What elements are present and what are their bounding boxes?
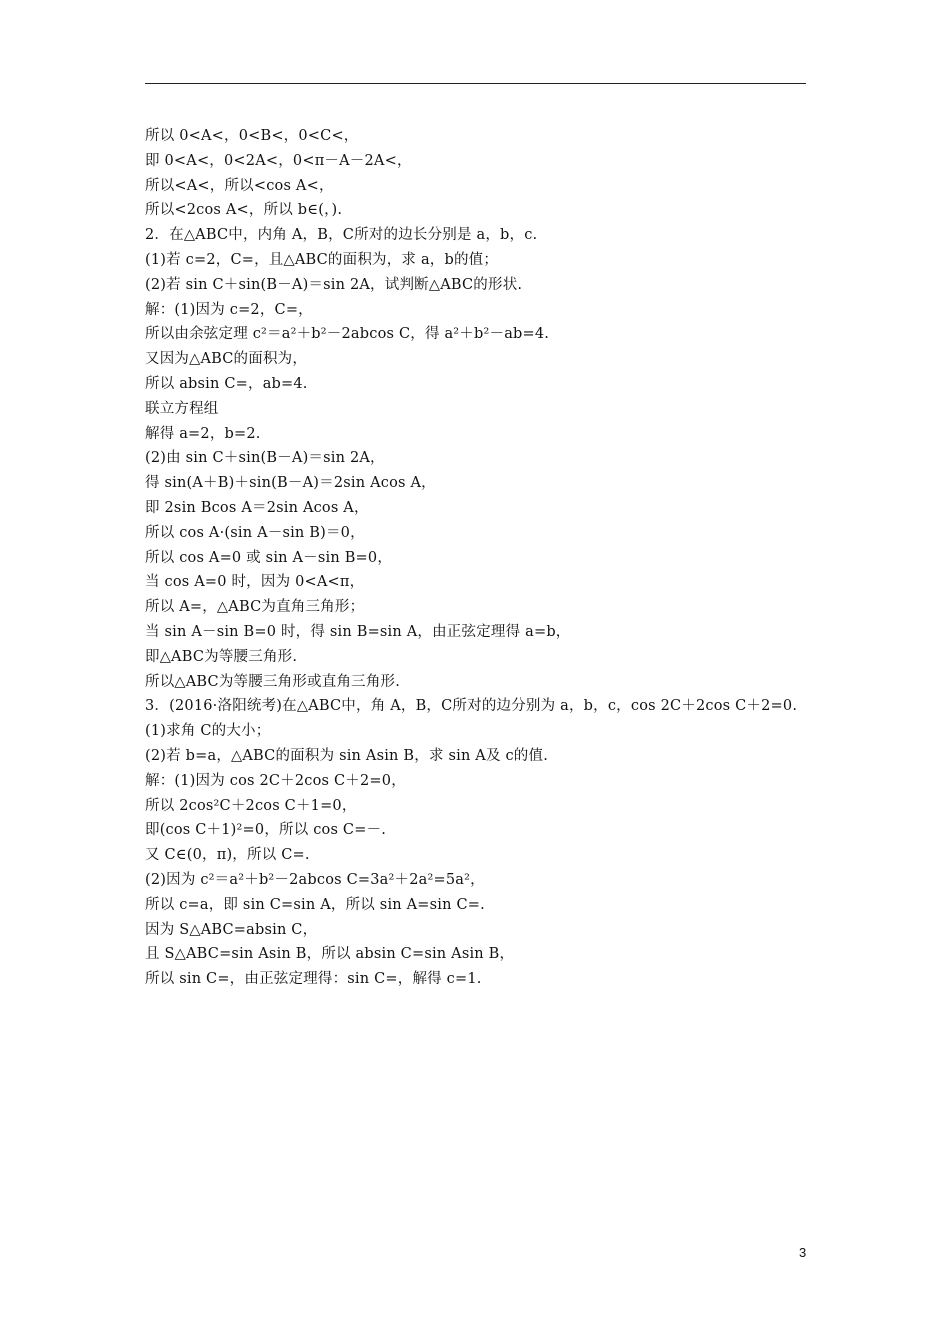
text-line: (2)若 b=a，△ABC的面积为 sin Asin B，求 sin A及 c的值. xyxy=(145,747,548,764)
header-rule xyxy=(145,83,806,84)
text-line: 所以 sin C=，由正弦定理得：sin C=，解得 c=1. xyxy=(145,971,482,988)
text-line: (1)求角 C的大小； xyxy=(145,723,271,740)
text-line: 解得 a=2，b=2. xyxy=(145,425,261,442)
text-line: (1)若 c=2，C=，且△ABC的面积为，求 a，b的值； xyxy=(145,251,499,268)
text-line: 所以 cos A·(sin A－sin B)＝0， xyxy=(145,524,365,541)
text-line: 所以由余弦定理 c²＝a²＋b²－2abcos C，得 a²＋b²－ab=4. xyxy=(145,326,550,343)
text-line: 所以<A<，所以<cos A<， xyxy=(145,177,334,194)
text-line: 即 0<A<，0<2A<，0<π－A－2A<， xyxy=(145,152,412,169)
text-line: (2)若 sin C＋sin(B－A)＝sin 2A，试判断△ABC的形状. xyxy=(145,276,523,293)
text-line: (2)由 sin C＋sin(B－A)＝sin 2A， xyxy=(145,450,385,467)
text-line: 当 sin A－sin B=0 时，得 sin B=sin A，由正弦定理得 a=b， xyxy=(145,623,571,640)
text-line: 所以<2cos A<，所以 b∈(，). xyxy=(145,202,343,219)
text-line: 解：(1)因为 c=2，C=， xyxy=(145,301,313,318)
text-line: 所以 2cos²C＋2cos C＋1=0， xyxy=(145,797,357,814)
text-line: 所以△ABC为等腰三角形或直角三角形. xyxy=(145,673,401,690)
text-line: 解：(1)因为 cos 2C＋2cos C＋2=0， xyxy=(145,772,406,789)
text-line: 且 S△ABC=sin Asin B，所以 absin C=sin Asin B， xyxy=(145,946,515,963)
text-line: 联立方程组 xyxy=(145,400,219,417)
page-number: 3 xyxy=(799,1245,807,1260)
text-line: 因为 S△ABC=absin C， xyxy=(145,921,318,938)
text-line: 又因为△ABC的面积为， xyxy=(145,351,308,368)
text-line: 当 cos A=0 时，因为 0<A<π， xyxy=(145,574,365,591)
document-body xyxy=(145,124,825,992)
text-line: 所以 c=a，即 sin C=sin A，所以 sin A=sin C=. xyxy=(145,896,485,913)
text-line: 所以 cos A=0 或 sin A－sin B=0， xyxy=(145,549,393,566)
text-line: 即(cos C＋1)²=0，所以 cos C=－. xyxy=(145,822,387,839)
problem-2-heading: 2．在△ABC中，内角 A，B，C所对的边长分别是 a，b，c. xyxy=(145,227,538,244)
text-line: 所以 0<A<，0<B<，0<C<， xyxy=(145,128,359,144)
text-line: 所以 absin C=，ab=4. xyxy=(145,375,308,392)
text-line: 又 C∈(0，π)，所以 C=. xyxy=(145,847,310,864)
text-line: (2)因为 c²＝a²＋b²－2abcos C=3a²＋2a²=5a²， xyxy=(145,871,485,888)
problem-3-heading: 3．(2016·洛阳统考)在△ABC中，角 A，B，C所对的边分别为 a，b，c，cos 2C＋2cos C＋2=0. xyxy=(145,698,798,715)
text-line: 即△ABC为等腰三角形. xyxy=(145,648,298,665)
text-line: 即 2sin Bcos A＝2sin Acos A， xyxy=(145,499,369,516)
text-line: 所以 A=，△ABC为直角三角形； xyxy=(145,599,365,616)
text-line: 得 sin(A＋B)＋sin(B－A)＝2sin Acos A， xyxy=(145,475,436,492)
